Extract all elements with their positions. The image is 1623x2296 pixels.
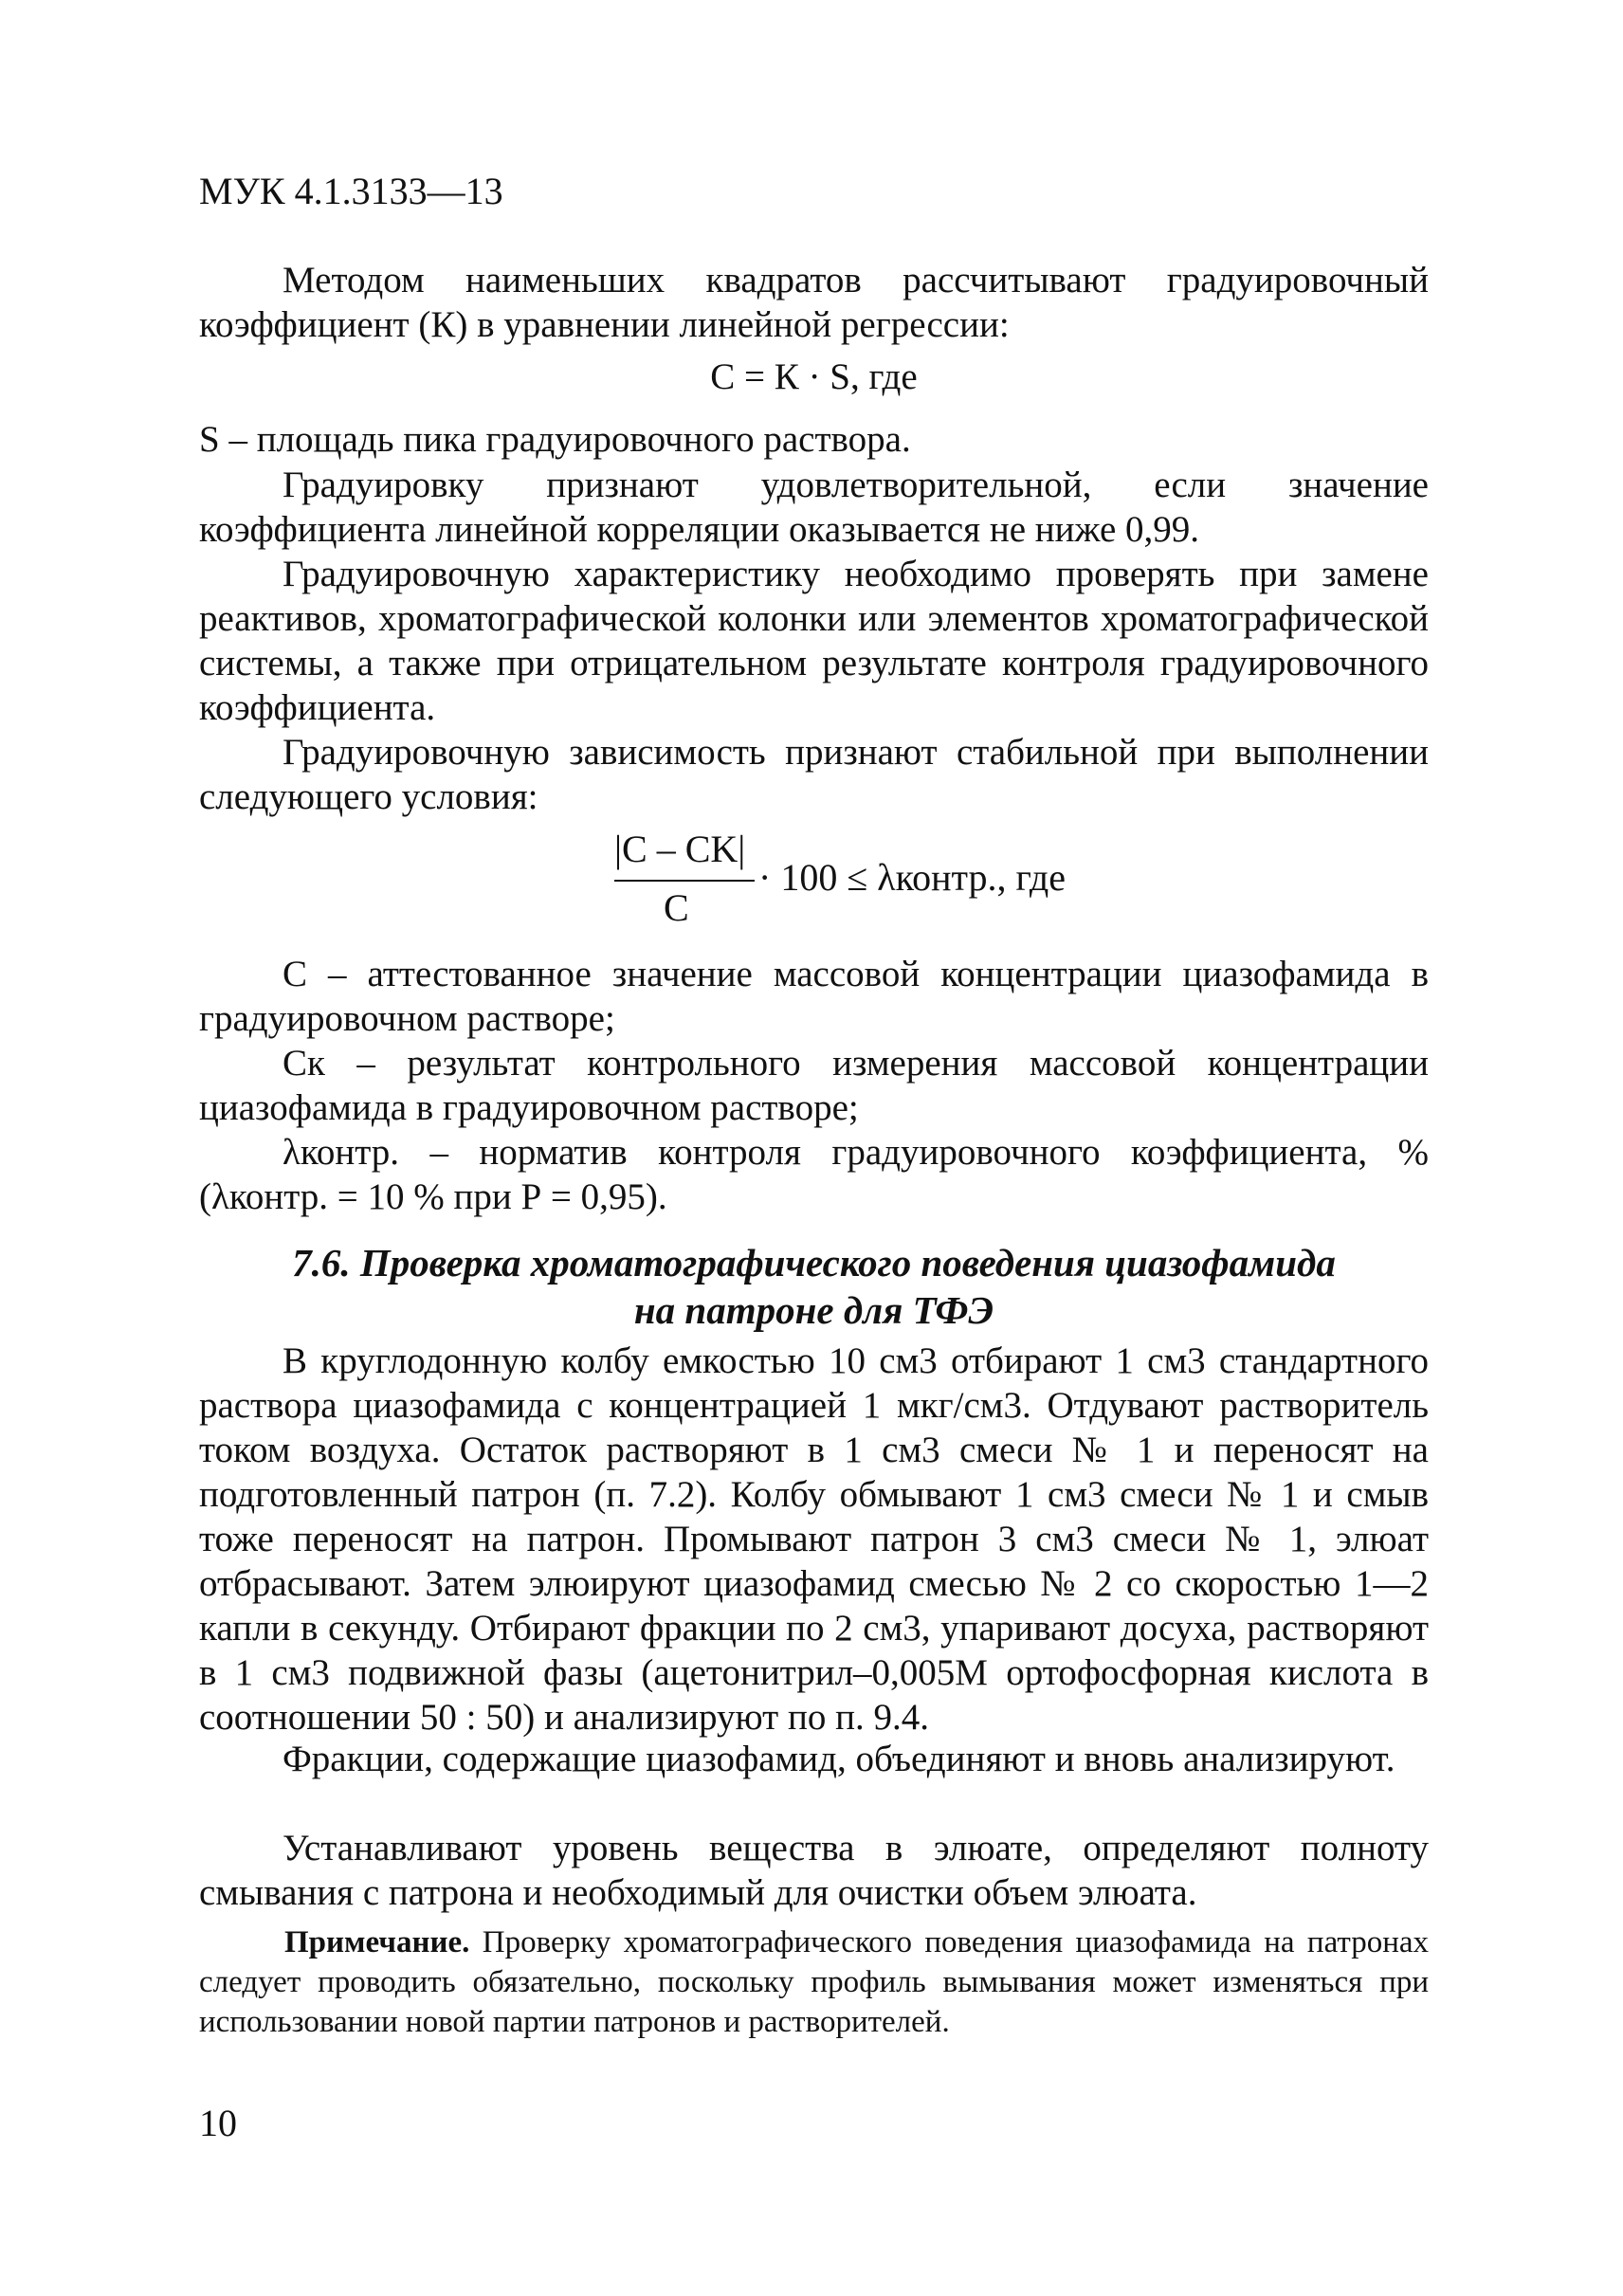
note-block bbox=[199, 1922, 1429, 2042]
paragraph-procedure: В круглодонную колбу емкостью 10 см3 отбирают 1 см3 стандартного раствора циазофамида с концентрацией 1 мкг/см3. Отдувают растворитель током воздуха. Остаток растворяют в 1 см3 смеси № 1 и переносят на подготовленный патрон (п. 7.2). Колбу обмывают 1 см3 смеси № 1 и смыв тоже переносят на патрон. Промывают патрон 3 см3 смеси № 1, элюат отбрасывают. Затем элюируют циазофамид смесью № 2 со скоростью 1—2 капли в секунду. Отбирают фракции по 2 см3, упаривают досуха, растворяют в 1 см3 подвижной фазы (ацетонитрил–0,005М ортофосфорная кислота в соотношении 50 : 50) и анализируют по п. 9.4. bbox=[199, 1340, 1429, 1738]
definition-s: S – площадь пика градуировочного раствора. bbox=[199, 419, 911, 460]
paragraph-calibration-check: Градуировочную характеристику необходимо проверять при замене реактивов, хроматографической колонки или элементов хроматографической системы, а также при отрицательном результате контроля градуировочного коэффициента. bbox=[199, 554, 1429, 728]
formula-rest: · 100 ≤ λконтр., где bbox=[758, 856, 1066, 899]
section-heading-line-2: на патроне для ТФЭ bbox=[633, 1288, 994, 1332]
formula-denominator: С bbox=[664, 886, 689, 929]
formula-numerator: |С – СK| bbox=[614, 828, 746, 870]
fraction-bar bbox=[614, 880, 755, 882]
paragraph-least-squares: Методом наименьших квадратов рассчитывают градуировочный коэффициент (К) в уравнении линейной регрессии: bbox=[199, 260, 1429, 345]
document-code: МУК 4.1.3133—13 bbox=[199, 170, 503, 212]
paragraph-fractions: Фракции, содержащие циазофамид, объединяют и вновь анализируют. bbox=[283, 1739, 1395, 1779]
paragraph-calibration-acceptance: Градуировку признают удовлетворительной, если значение коэффициента линейной корреляции оказывается не ниже 0,99. bbox=[199, 465, 1429, 550]
definition-lambda: λконтр. – норматив контроля градуировочного коэффициента, % (λконтр. = 10 % при Р = 0,95). bbox=[199, 1132, 1429, 1217]
note-label: Примечание. bbox=[284, 1925, 470, 1959]
page-number: 10 bbox=[199, 2102, 237, 2144]
definition-c: С – аттестованное значение массовой концентрации циазофамида в градуировочном растворе; bbox=[199, 954, 1429, 1039]
paragraph-stability-condition: Градуировочную зависимость признают стабильной при выполнении следующего условия: bbox=[199, 732, 1429, 817]
definition-ck: Ск – результат контрольного измерения массовой концентрации циазофамида в градуировочном растворе; bbox=[199, 1043, 1429, 1128]
section-heading-line-1: 7.6. Проверка хроматографического поведения циазофамида bbox=[292, 1241, 1336, 1285]
paragraph-eluate-level: Устанавливают уровень вещества в элюате, определяют полноту смывания с патрона и необходимый для очистки объем элюата. bbox=[199, 1828, 1429, 1913]
formula-regression: С = К · S, где bbox=[710, 356, 918, 397]
note-text: Проверку хроматографического поведения циазофамида на патронах следует проводить обязательно, поскольку профиль вымывания может изменяться при использовании новой партии патронов и растворителей. bbox=[199, 1925, 1429, 2039]
